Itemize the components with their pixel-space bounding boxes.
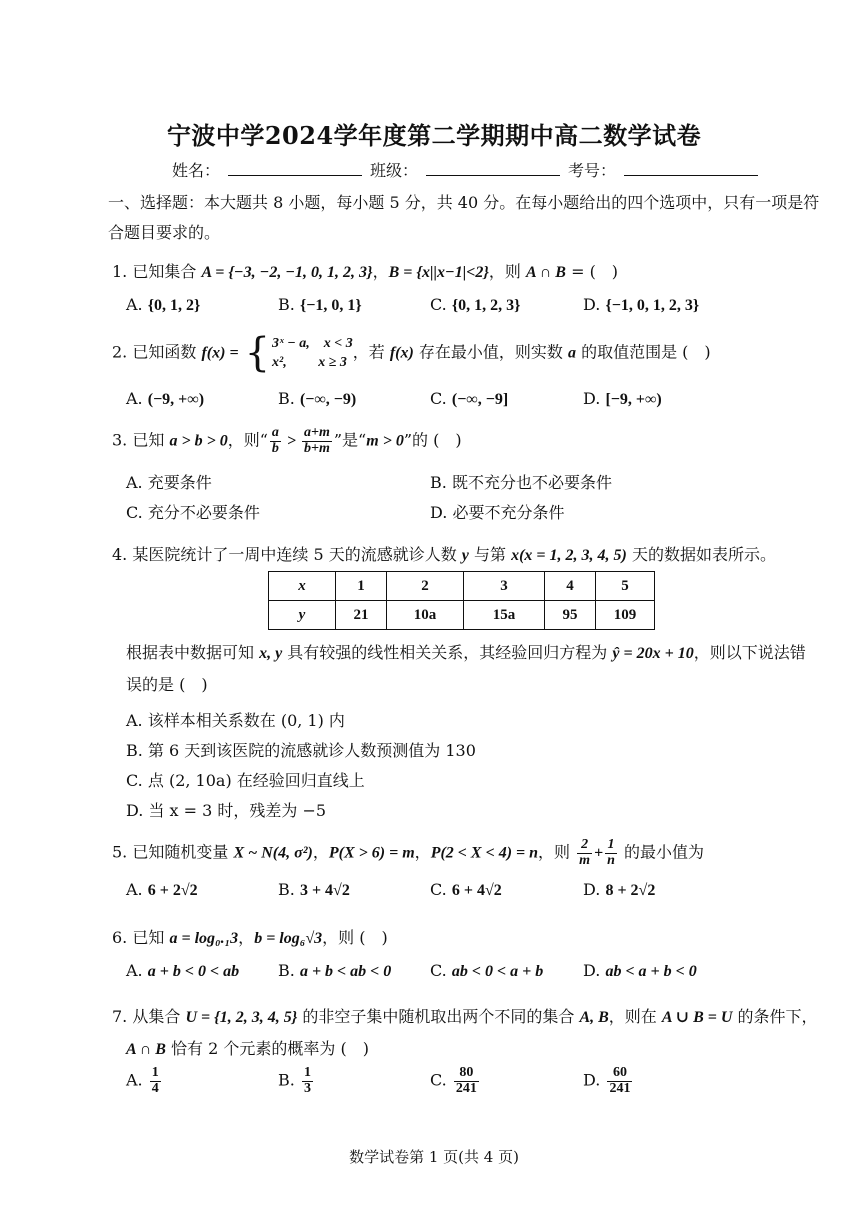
q7-option-b[interactable]: B. $\frac{1}{3}$: [278, 1065, 311, 1096]
q5-option-c[interactable]: C. 6 + 4√2: [430, 880, 502, 899]
exam-number-blank[interactable]: [624, 159, 758, 176]
question-4-text-line1: 根据表中数据可知 x, y 具有较强的线性相关关系，其经验回归方程为 ŷ = 20x + 10，则以下说法错: [126, 643, 806, 662]
q6-option-d[interactable]: D. ab < a + b < 0: [583, 961, 697, 980]
question-4: 4. 某医院统计了一周中连续 5 天的流感就诊人数 y 与第 x(x = 1, 2, 3, 4, 5) 天的数据如表所示。: [112, 545, 776, 564]
section-heading-line2: 合题目要求的。: [108, 223, 221, 242]
q1-option-d[interactable]: D. {−1, 0, 1, 2, 3}: [583, 295, 700, 314]
table-row: x 1 2 3 4 5: [269, 572, 655, 601]
q3-option-a[interactable]: A. 充要条件: [126, 473, 212, 492]
q5-option-b[interactable]: B. 3 + 4√2: [278, 880, 350, 899]
q4-option-c[interactable]: C. 点 (2, 10a) 在经验回归直线上: [126, 771, 365, 790]
q2-option-b[interactable]: B. (−∞, −9): [278, 389, 357, 408]
data-table: [268, 571, 655, 630]
section-heading-line1: 一、选择题：本大题共 8 小题，每小题 5 分，共 40 分。在每小题给出的四个选项中，只有一项是符: [108, 193, 820, 212]
q6-option-a[interactable]: A. a + b < 0 < ab: [126, 961, 240, 980]
q7-option-a[interactable]: A. $\frac{1}{4}$: [126, 1065, 159, 1096]
q3-option-c[interactable]: C. 充分不必要条件: [126, 503, 260, 522]
q5-option-a[interactable]: A. 6 + 2√2: [126, 880, 198, 899]
q2-option-d[interactable]: D. [−9, +∞): [583, 389, 662, 408]
question-7-line1: 7. 从集合 U = {1, 2, 3, 4, 5} 的非空子集中随机取出两个不同的集合 A, B，则在 A ∪ B = U 的条件下，: [112, 1007, 818, 1026]
name-blank[interactable]: [228, 159, 362, 176]
question-1: 1. 已知集合 A = {−3, −2, −1, 0, 1, 2, 3}，B = {x||x−1|<2}，则 A ∩ B = ( ): [112, 262, 619, 281]
q4-option-b[interactable]: B. 第 6 天到该医院的流感就诊人数预测值为 130: [126, 741, 476, 760]
student-info-row: [172, 158, 758, 181]
q4-option-a[interactable]: A. 该样本相关系数在 (0, 1) 内: [126, 711, 345, 730]
exam-number-label: 考号：: [568, 161, 617, 180]
q6-option-b[interactable]: B. a + b < ab < 0: [278, 961, 392, 980]
q3-option-b[interactable]: B. 既不充分也不必要条件: [430, 473, 612, 492]
q3-option-d[interactable]: D. 必要不充分条件: [430, 503, 565, 522]
q6-option-c[interactable]: C. ab < 0 < a + b: [430, 961, 544, 980]
q5-option-d[interactable]: D. 8 + 2√2: [583, 880, 656, 899]
q2-option-a[interactable]: A. (−9, +∞): [126, 389, 205, 408]
q7-option-c[interactable]: C. $\frac{80}{241}$: [430, 1065, 477, 1096]
q4-option-d[interactable]: D. 当 x = 3 时，残差为 −5: [126, 801, 327, 820]
q2-option-c[interactable]: C. (−∞, −9]: [430, 389, 509, 408]
question-3: 3. 已知 a > b > 0，则“ $\frac{a}{b}$ > $\frac{a+m}{b+m}$ ”是“m > 0”的 ( ): [112, 425, 462, 456]
question-6: 6. 已知 a = log₀.₁3，b = log₆√3，则 ( ): [112, 928, 388, 947]
question-2: 2. 已知函数 f(x) = { 3ˣ − a, x < 3 x², x ≥ 3，若 f(x) 存在最小值，则实数 a 的取值范围是 ( ): [112, 330, 711, 376]
question-4-text-line2: 误的是 ( ): [126, 675, 208, 694]
q1-option-a[interactable]: A. {0, 1, 2}: [126, 295, 201, 314]
question-5: 5. 已知随机变量 X ~ N(4, σ²)，P(X > 6) = m，P(2 < X < 4) = n，则 $\frac{2}{m}$ + $\frac{1}{n}$ 的最小值为: [112, 837, 705, 868]
table-row: y 21 10a 15a 95 109: [269, 601, 655, 630]
page-footer: 数学试卷第 1 页(共 4 页): [349, 1148, 519, 1166]
class-blank[interactable]: [426, 159, 560, 176]
question-7-line2: A ∩ B 恰有 2 个元素的概率为 ( ): [126, 1039, 369, 1058]
class-label: 班级：: [370, 161, 419, 180]
q1-option-c[interactable]: C. {0, 1, 2, 3}: [430, 295, 521, 314]
q1-option-b[interactable]: B. {−1, 0, 1}: [278, 295, 362, 314]
page-title: 宁波中学2024学年度第二学期期中高二数学试卷: [166, 121, 702, 150]
q7-option-d[interactable]: D. $\frac{60}{241}$: [583, 1065, 631, 1096]
name-label: 姓名：: [172, 161, 221, 180]
